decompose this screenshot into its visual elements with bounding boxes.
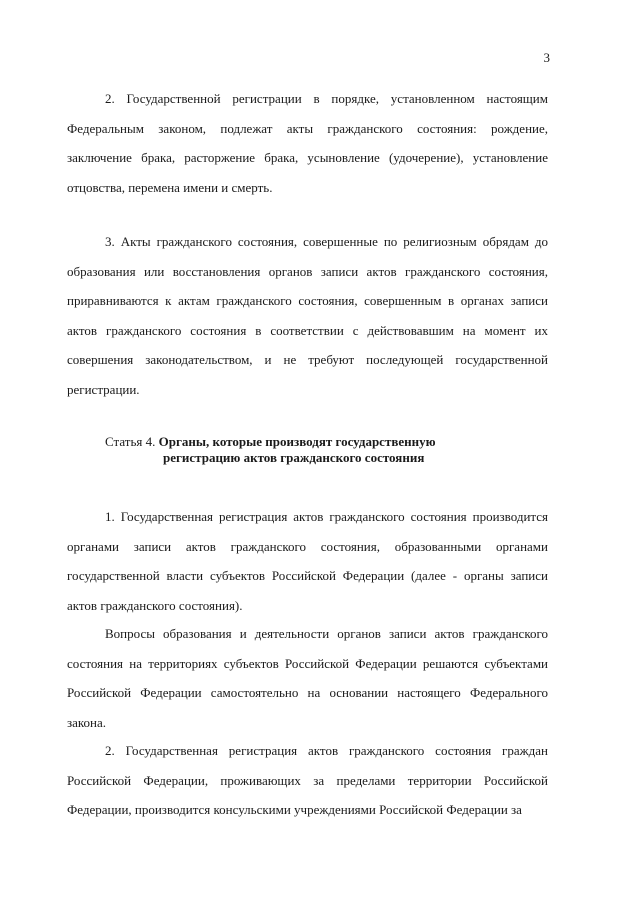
article-number: Статья 4. <box>105 434 156 449</box>
article-title-line2: регистрацию актов гражданского состояния <box>163 450 425 465</box>
paragraph-consular-registration: 2. Государственная регистрация актов гражданского состояния граждан Российской Федерации, проживающих за пределами территории Российской Федерации, производится консульскими учреждениями Российской Федерации за <box>67 743 548 818</box>
paragraph-registration-subjects: 2. Государственной регистрации в порядке, установленном настоящим Федеральным законом, подлежат акты гражданского состояния: рождение, заключение брака, расторжение брака, усыновление (удочерение), установление отцовства, перемена имени и смерть. <box>67 91 548 195</box>
article-heading <box>105 434 436 466</box>
page-number: 3 <box>543 50 550 65</box>
paragraph-religious-acts: 3. Акты гражданского состояния, совершенные по религиозным обрядам до образования или восстановления органов записи актов гражданского состояния, приравниваются к актам гражданского состояния, совершенным в органах записи актов гражданского состояния в соответствии с действовавшим на момент их совершения законодательством, и не требуют последующей государственной регистрации. <box>67 234 548 397</box>
paragraph-registry-bodies: 1. Государственная регистрация актов гражданского состояния производится органами записи актов гражданского состояния, образованными органами государственной власти субъектов Российской Федерации (далее - органы записи актов гражданского состояния). <box>67 509 548 613</box>
article-title-line1: Органы, которые производят государственную <box>158 434 436 449</box>
paragraph-regional-competence: Вопросы образования и деятельности органов записи актов гражданского состояния на территориях субъектов Российской Федерации решаются субъектами Российской Федерации самостоятельно на основании настоящего Федерального закона. <box>67 626 548 730</box>
